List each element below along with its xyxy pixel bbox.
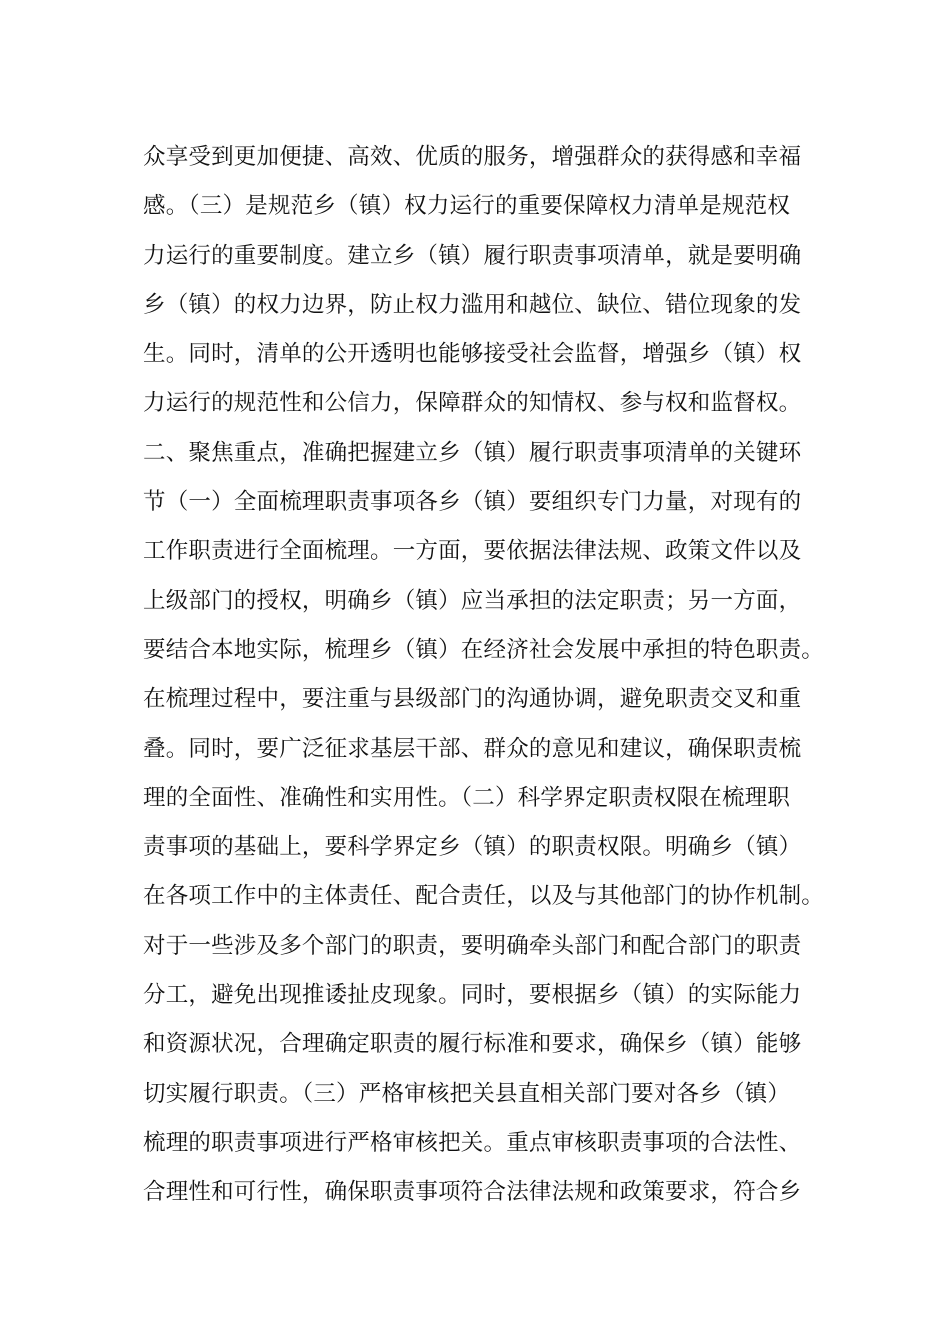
text-line: 众享受到更加便捷、高效、优质的服务，增强群众的获得感和幸福 — [143, 144, 802, 170]
text-line: 在各项工作中的主体责任、配合责任，以及与其他部门的协作机制。 — [143, 883, 825, 910]
text-line: 力运行的规范性和公信力，保障群众的知情权、参与权和监督权。 — [143, 390, 802, 417]
text-line: 工作职责进行全面梳理。一方面，要依据法律法规、政策文件以及 — [143, 538, 802, 565]
text-line: 乡（镇）的权力边界，防止权力滥用和越位、缺位、错位现象的发 — [143, 291, 802, 318]
text-line: 切实履行职责。（三）严格审核把关县直相关部门要对各乡（镇） — [143, 1080, 791, 1107]
section-heading-line: 二、聚焦重点，准确把握建立乡（镇）履行职责事项清单的关键环 — [143, 439, 802, 466]
text-line: 上级部门的授权，明确乡（镇）应当承担的法定职责；另一方面， — [143, 587, 802, 614]
text-line: 感。（三）是规范乡（镇）权力运行的重要保障权力清单是规范权 — [143, 193, 791, 220]
text-line: 在梳理过程中，要注重与县级部门的沟通协调，避免职责交叉和重 — [143, 686, 802, 713]
body-text — [143, 133, 843, 1218]
text-line: 叠。同时，要广泛征求基层干部、群众的意见和建议，确保职责梳 — [143, 735, 802, 762]
text-line: 合理性和可行性，确保职责事项符合法律法规和政策要求，符合乡 — [143, 1179, 802, 1206]
text-line: 要结合本地实际，梳理乡（镇）在经济社会发展中承担的特色职责。 — [143, 636, 825, 663]
text-line: 梳理的职责事项进行严格审核把关。重点审核职责事项的合法性、 — [143, 1129, 802, 1156]
text-line: 和资源状况，合理确定职责的履行标准和要求，确保乡（镇）能够 — [143, 1031, 802, 1058]
text-line: 生。同时，清单的公开透明也能够接受社会监督，增强乡（镇）权 — [143, 341, 802, 368]
text-line: 责事项的基础上，要科学界定乡（镇）的职责权限。明确乡（镇） — [143, 834, 802, 861]
text-line: 对于一些涉及多个部门的职责，要明确牵头部门和配合部门的职责 — [143, 932, 802, 959]
text-line: 力运行的重要制度。建立乡（镇）履行职责事项清单，就是要明确 — [143, 242, 802, 269]
text-line: 节（一）全面梳理职责事项各乡（镇）要组织专门力量，对现有的 — [143, 489, 802, 516]
text-line: 理的全面性、准确性和实用性。（二）科学界定职责权限在梳理职 — [143, 784, 791, 811]
text-line: 分工，避免出现推诿扯皮现象。同时，要根据乡（镇）的实际能力 — [143, 982, 802, 1009]
